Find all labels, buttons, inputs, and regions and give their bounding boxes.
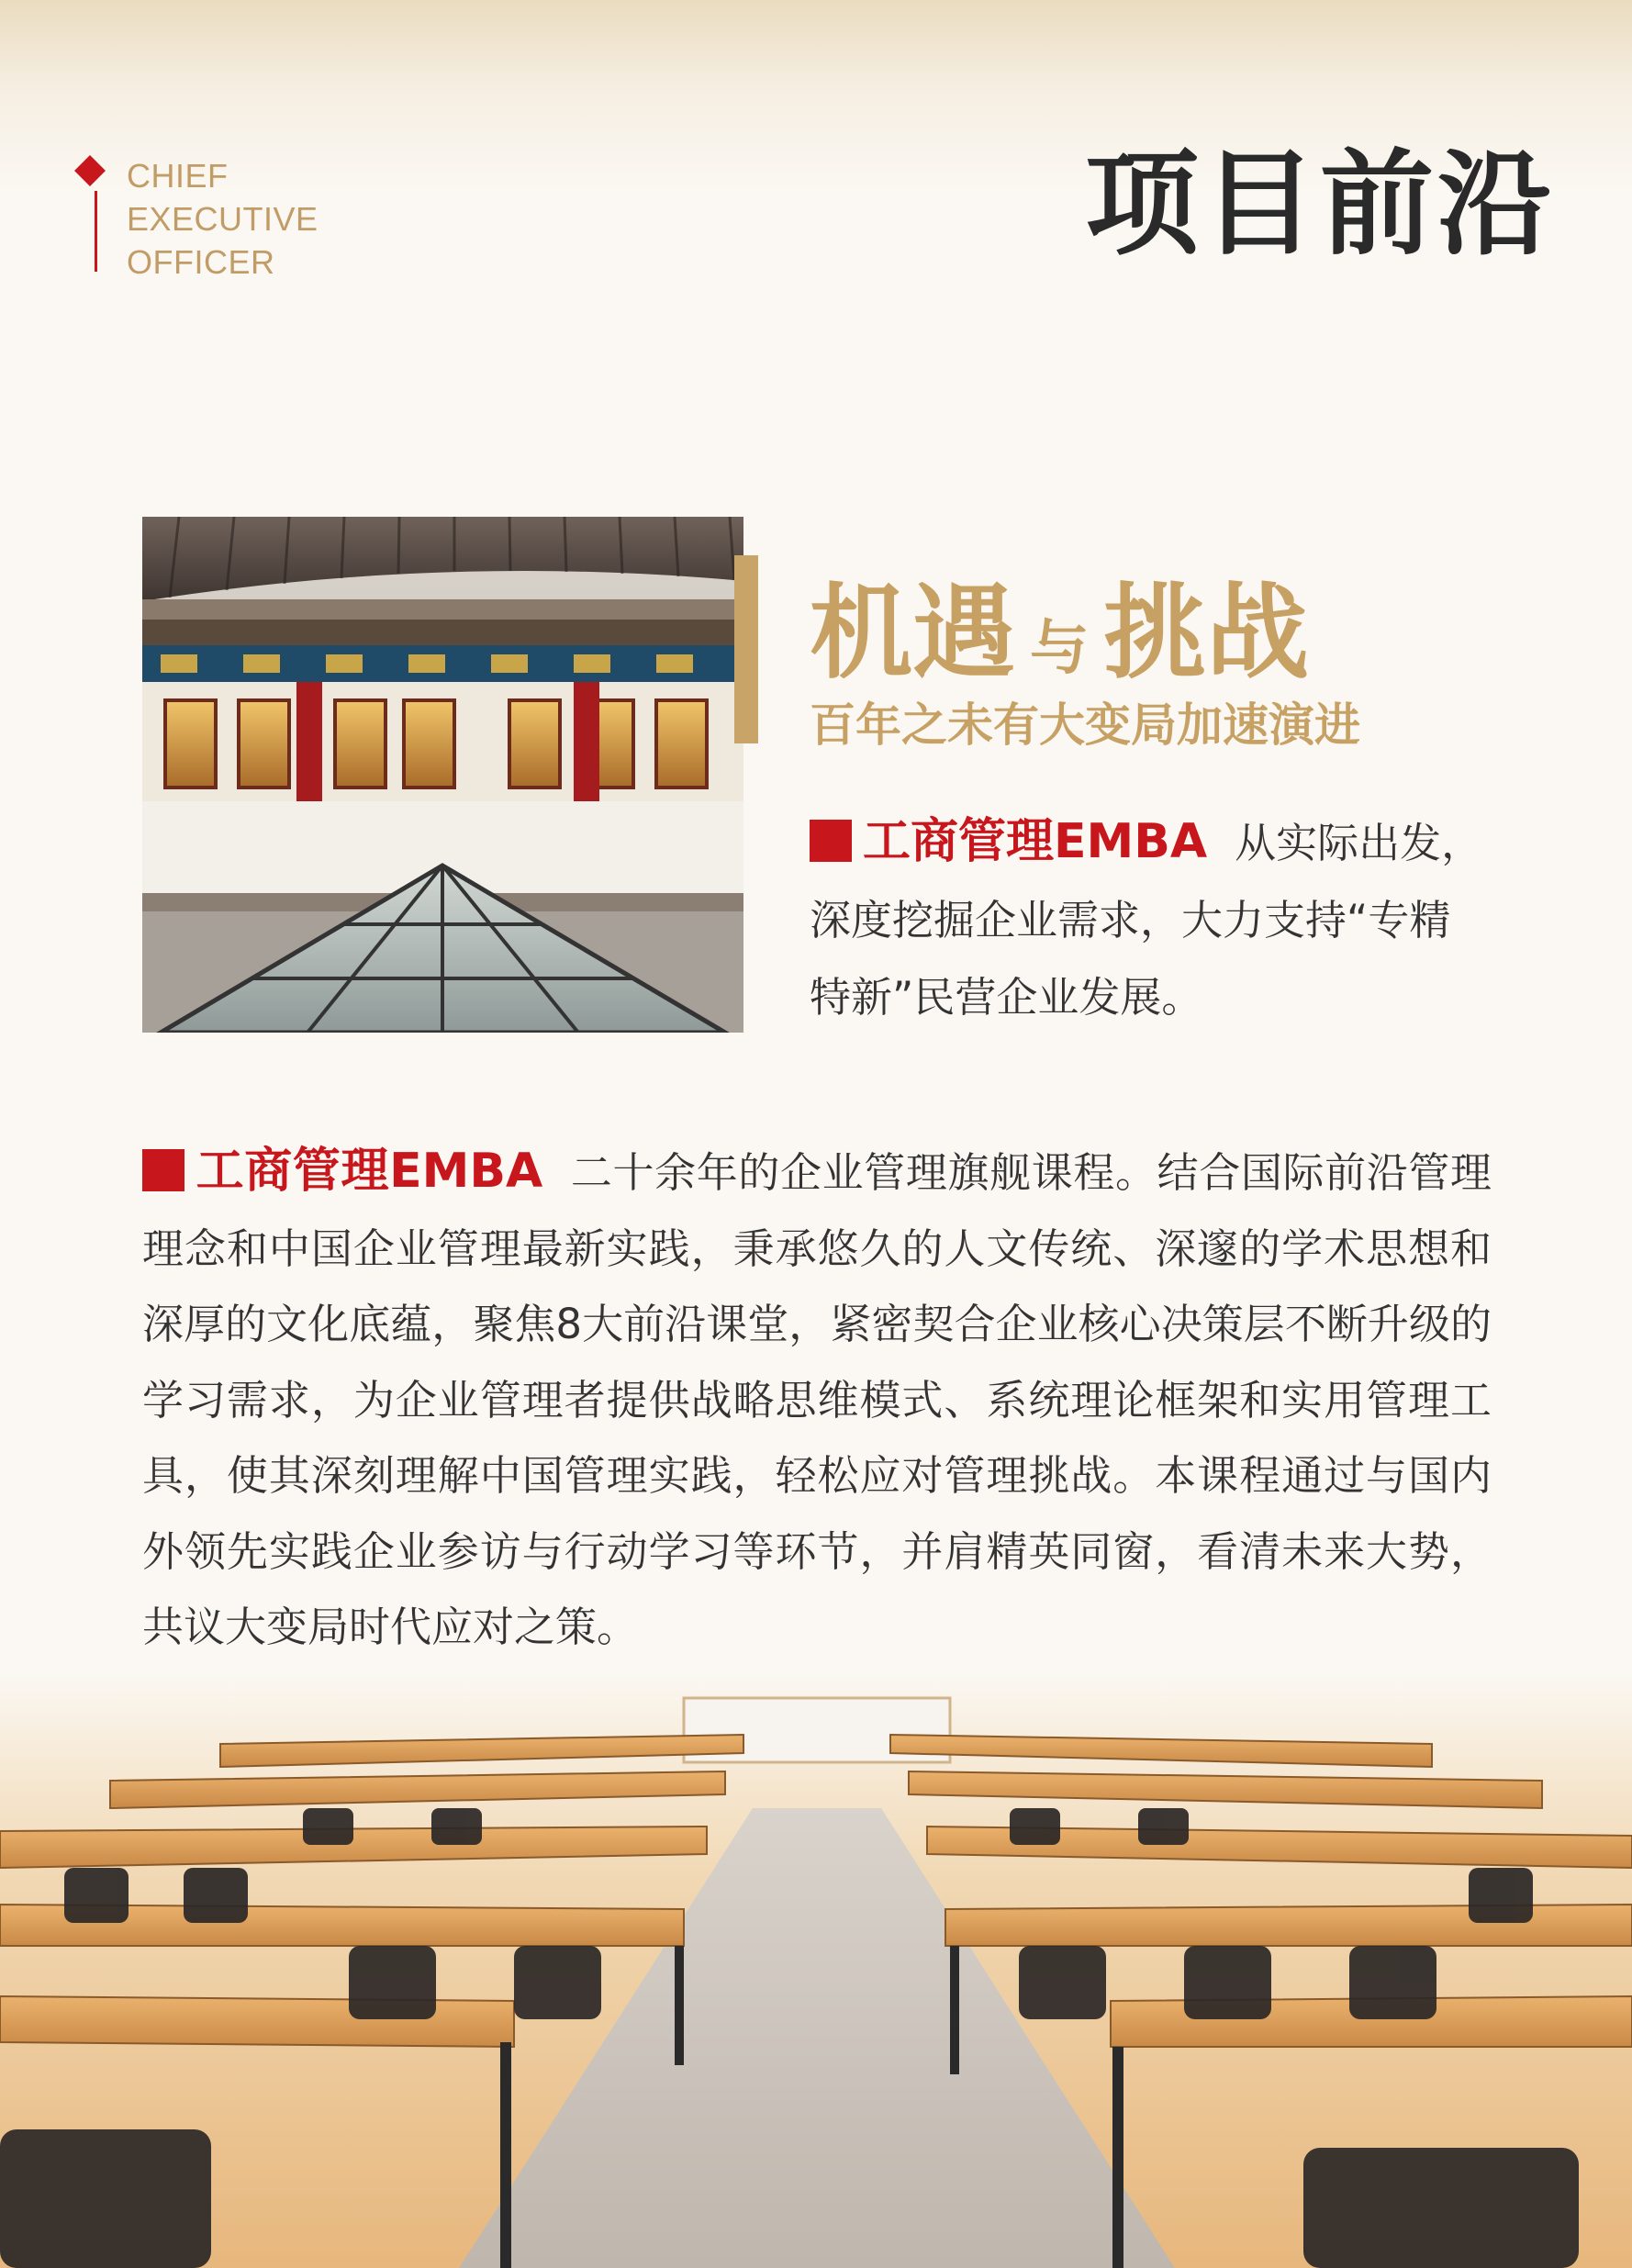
feature-text: 从实际出发，深度挖掘企业需求，大力支持“专精特新”民营企业发展。 [810, 819, 1483, 1022]
heading-connector: 与 [1030, 615, 1089, 683]
program-text: 二十余年的企业管理旗舰课程。结合国际前沿管理理念和中国企业管理最新实践，秉承悠久的人文传统、深邃的学术思想和深厚的文化底蕴，聚焦8大前沿课堂，紧密契合企业核心决策层不断升级的学习需求，为企业管理者提供战略思维模式、系统理论框架和实用管理工具，使其深刻理解中国管理实践，轻松应对管理挑战。本课程通过与国内外领先实践企业参访与行动学习等环节，并肩精英同窗，看清未来大势，共议大变局时代应对之策。 [142, 1148, 1492, 1651]
program-paragraph [142, 1134, 1492, 1666]
classroom-photo [0, 1670, 1632, 2268]
accent-bar [734, 555, 758, 743]
feature-lead: 工商管理EMBA [863, 814, 1208, 869]
red-square-icon [142, 1149, 184, 1191]
tagline: 百年之未有大变局加速演进 [810, 698, 1360, 752]
logo-divider [95, 191, 97, 272]
logo-line-1: CHIEF [127, 157, 229, 195]
logo-line-3: OFFICER [127, 243, 275, 281]
logo-text [127, 154, 319, 284]
building-photo [142, 517, 743, 1033]
section-heading [810, 551, 1309, 698]
feature-paragraph [810, 803, 1489, 1036]
heading-opportunity: 机遇 [810, 574, 1015, 693]
heading-challenge: 挑战 [1103, 574, 1309, 693]
logo-line-2: EXECUTIVE [127, 200, 319, 238]
program-lead: 工商管理EMBA [196, 1144, 543, 1199]
page-title: 项目前沿 [1084, 139, 1555, 271]
red-square-icon [810, 820, 852, 862]
